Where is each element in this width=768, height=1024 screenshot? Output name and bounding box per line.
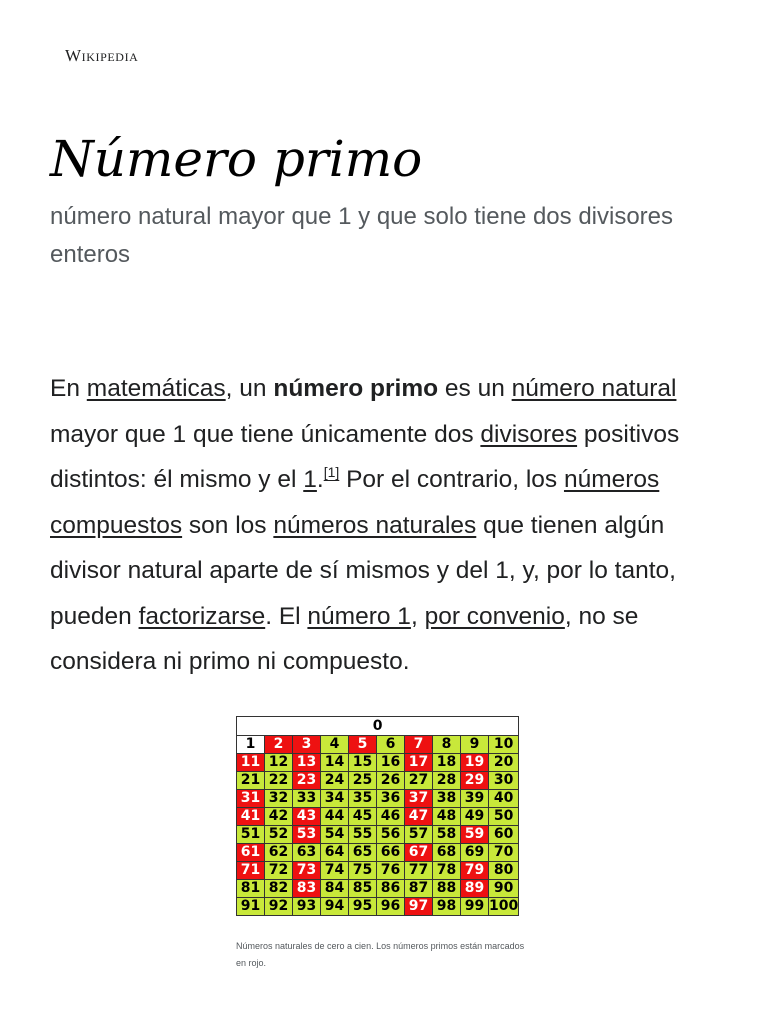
page-subtitle: número natural mayor que 1 y que solo tiene dos divisores enteros bbox=[50, 203, 674, 268]
composite-cell: 18 bbox=[433, 754, 461, 772]
grid-row bbox=[237, 790, 519, 808]
grid-row bbox=[237, 772, 519, 790]
composite-cell: 90 bbox=[489, 880, 519, 898]
composite-cell: 63 bbox=[293, 844, 321, 862]
prime-cell: 71 bbox=[237, 862, 265, 880]
composite-cell: 32 bbox=[265, 790, 293, 808]
prime-cell: 47 bbox=[405, 808, 433, 826]
composite-cell: 26 bbox=[377, 772, 405, 790]
composite-cell: 69 bbox=[461, 844, 489, 862]
composite-cell: 100 bbox=[489, 898, 519, 914]
composite-cell: 27 bbox=[405, 772, 433, 790]
prime-cell: 89 bbox=[461, 880, 489, 898]
unit-cell: 1 bbox=[237, 736, 265, 754]
composite-cell: 81 bbox=[237, 880, 265, 898]
composite-cell: 34 bbox=[321, 790, 349, 808]
composite-cell: 99 bbox=[461, 898, 489, 916]
link-factorizarse[interactable]: factorizarse bbox=[138, 602, 266, 630]
prime-cell: 31 bbox=[237, 790, 265, 808]
grid-row bbox=[237, 736, 519, 754]
composite-cell: 56 bbox=[377, 826, 405, 844]
composite-cell: 14 bbox=[321, 754, 349, 772]
composite-cell: 94 bbox=[321, 898, 349, 916]
figure-caption: Números naturales de cero a cien. Los números primos están marcados en rojo. bbox=[236, 941, 525, 968]
composite-cell: 51 bbox=[237, 826, 265, 844]
composite-cell: 50 bbox=[489, 808, 519, 826]
composite-cell: 42 bbox=[265, 808, 293, 826]
prime-cell: 59 bbox=[461, 826, 489, 844]
composite-cell: 87 bbox=[405, 880, 433, 898]
prime-cell: 5 bbox=[349, 736, 377, 754]
composite-cell: 54 bbox=[321, 826, 349, 844]
composite-cell: 9 bbox=[461, 736, 489, 754]
prime-cell: 41 bbox=[237, 808, 265, 826]
composite-cell: 6 bbox=[377, 736, 405, 754]
prime-cell: 43 bbox=[293, 808, 321, 826]
bold-term: número primo bbox=[273, 375, 439, 402]
composite-cell: 62 bbox=[265, 844, 293, 862]
prime-cell: 29 bbox=[461, 772, 489, 790]
prime-cell: 23 bbox=[293, 772, 321, 790]
link-numero-1[interactable]: número 1 bbox=[307, 602, 411, 630]
composite-cell: 30 bbox=[489, 772, 519, 790]
prime-cell: 2 bbox=[265, 736, 293, 754]
composite-cell: 52 bbox=[265, 826, 293, 844]
composite-cell: 24 bbox=[321, 772, 349, 790]
composite-cell: 95 bbox=[349, 898, 377, 916]
composite-cell: 10 bbox=[489, 736, 519, 754]
grid-row bbox=[237, 880, 519, 898]
composite-cell: 22 bbox=[265, 772, 293, 790]
composite-cell: 82 bbox=[265, 880, 293, 898]
composite-cell: 60 bbox=[489, 826, 519, 844]
grid-row bbox=[237, 754, 519, 772]
prime-cell: 19 bbox=[461, 754, 489, 772]
prime-number-grid[interactable] bbox=[236, 716, 519, 916]
grid-header: 0 bbox=[237, 717, 519, 736]
composite-cell: 85 bbox=[349, 880, 377, 898]
link-por-convenio[interactable]: por convenio bbox=[424, 602, 565, 630]
composite-cell: 15 bbox=[349, 754, 377, 772]
intro-paragraph: En matemáticas, un número primo es un número natural mayor que 1 que tiene únicamente dos divisores positivos distintos: él mismo y el 1.[1] Por el contrario, los números compuestos son los números naturales que tienen algún divisor natural aparte de sí mismos y del 1, y, por lo tanto, pueden factorizarse. El número 1, por convenio, no se considera ni primo ni compuesto. bbox=[50, 375, 680, 675]
prime-cell: 3 bbox=[293, 736, 321, 754]
link-numeros-compuestos[interactable]: números compuestos bbox=[50, 466, 660, 539]
composite-cell: 46 bbox=[377, 808, 405, 826]
link-uno[interactable]: 1 bbox=[303, 466, 317, 493]
prime-cell: 83 bbox=[293, 880, 321, 898]
composite-cell: 25 bbox=[349, 772, 377, 790]
composite-cell: 77 bbox=[405, 862, 433, 880]
composite-cell: 33 bbox=[293, 790, 321, 808]
composite-cell: 72 bbox=[265, 862, 293, 880]
composite-cell: 16 bbox=[377, 754, 405, 772]
composite-cell: 68 bbox=[433, 844, 461, 862]
link-divisores[interactable]: divisores bbox=[480, 420, 578, 448]
composite-cell: 28 bbox=[433, 772, 461, 790]
prime-cell: 79 bbox=[461, 862, 489, 880]
composite-cell: 35 bbox=[349, 790, 377, 808]
grid-row bbox=[237, 844, 519, 862]
composite-cell: 55 bbox=[349, 826, 377, 844]
page-title: Número primo bbox=[50, 130, 423, 188]
prime-cell: 13 bbox=[293, 754, 321, 772]
link-numeros-naturales[interactable]: números naturales bbox=[273, 511, 477, 539]
composite-cell: 8 bbox=[433, 736, 461, 754]
composite-cell: 74 bbox=[321, 862, 349, 880]
composite-cell: 84 bbox=[321, 880, 349, 898]
composite-cell: 4 bbox=[321, 736, 349, 754]
prime-cell: 61 bbox=[237, 844, 265, 862]
link-numero-natural[interactable]: número natural bbox=[511, 375, 677, 402]
composite-cell: 49 bbox=[461, 808, 489, 826]
prime-cell: 17 bbox=[405, 754, 433, 772]
composite-cell: 12 bbox=[265, 754, 293, 772]
composite-cell: 58 bbox=[433, 826, 461, 844]
grid-row bbox=[237, 808, 519, 826]
composite-cell: 64 bbox=[321, 844, 349, 862]
composite-cell: 39 bbox=[461, 790, 489, 808]
composite-cell: 76 bbox=[377, 862, 405, 880]
composite-cell: 91 bbox=[237, 898, 265, 916]
composite-cell: 70 bbox=[489, 844, 519, 862]
composite-cell: 93 bbox=[293, 898, 321, 916]
prime-cell: 7 bbox=[405, 736, 433, 754]
composite-cell: 21 bbox=[237, 772, 265, 790]
prime-cell: 53 bbox=[293, 826, 321, 844]
reference-1[interactable]: [1] bbox=[323, 464, 340, 480]
composite-cell: 20 bbox=[489, 754, 519, 772]
wikipedia-logo[interactable]: Wikipedia bbox=[65, 46, 139, 65]
composite-cell: 44 bbox=[321, 808, 349, 826]
composite-cell: 57 bbox=[405, 826, 433, 844]
composite-cell: 66 bbox=[377, 844, 405, 862]
prime-cell: 11 bbox=[237, 754, 265, 772]
prime-cell: 67 bbox=[405, 844, 433, 862]
composite-cell: 75 bbox=[349, 862, 377, 880]
prime-cell: 97 bbox=[405, 898, 433, 916]
composite-cell: 92 bbox=[265, 898, 293, 916]
grid-row bbox=[237, 898, 519, 916]
prime-cell: 73 bbox=[293, 862, 321, 880]
composite-cell: 78 bbox=[433, 862, 461, 880]
grid-row bbox=[237, 826, 519, 844]
prime-cell: 37 bbox=[405, 790, 433, 808]
composite-cell: 45 bbox=[349, 808, 377, 826]
composite-cell: 36 bbox=[377, 790, 405, 808]
composite-cell: 40 bbox=[489, 790, 519, 808]
composite-cell: 80 bbox=[489, 862, 519, 880]
composite-cell: 88 bbox=[433, 880, 461, 898]
composite-cell: 96 bbox=[377, 898, 405, 916]
composite-cell: 98 bbox=[433, 898, 461, 916]
composite-cell: 65 bbox=[349, 844, 377, 862]
composite-cell: 38 bbox=[433, 790, 461, 808]
grid-row bbox=[237, 862, 519, 880]
composite-cell: 86 bbox=[377, 880, 405, 898]
link-matematicas[interactable]: matemáticas bbox=[86, 375, 226, 402]
composite-cell: 48 bbox=[433, 808, 461, 826]
